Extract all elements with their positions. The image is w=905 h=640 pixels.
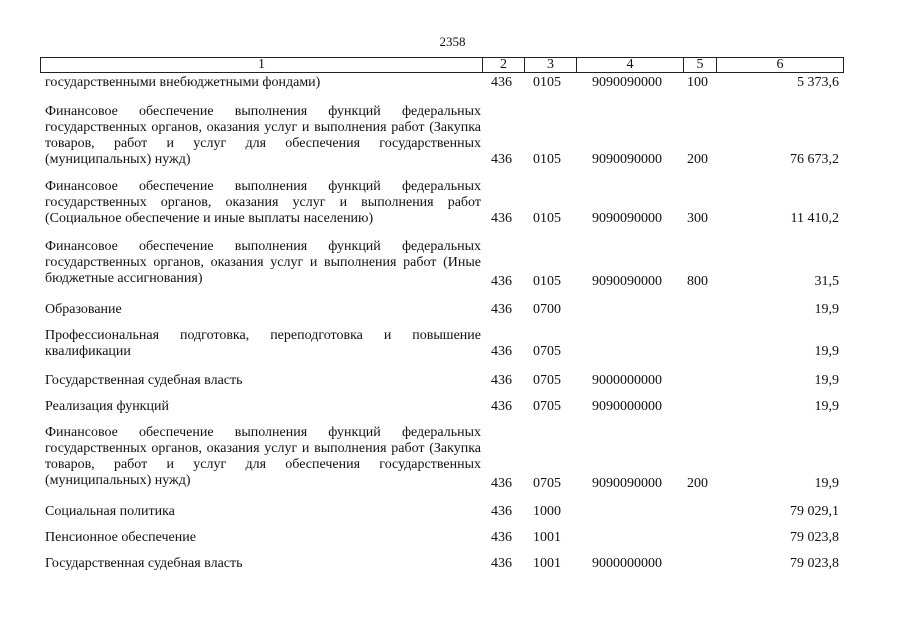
- page-number: 2358: [439, 34, 466, 49]
- row-amount: 19,9: [814, 344, 839, 359]
- table-row: [0, 399, 905, 415]
- row-ministry-code: 436: [491, 504, 512, 519]
- row-section-code: 0105: [533, 274, 561, 289]
- row-expense-type: 800: [687, 274, 708, 289]
- table-row: [0, 530, 905, 546]
- row-amount: 79 023,8: [790, 556, 839, 571]
- table-row: [0, 373, 905, 389]
- row-amount: 19,9: [814, 302, 839, 317]
- row-description: Государственная судебная власть: [45, 373, 243, 388]
- row-amount: 19,9: [814, 476, 839, 491]
- row-amount: 5 373,6: [797, 75, 839, 90]
- column-header-1: 1: [41, 58, 483, 73]
- row-description: Финансовое обеспечение выполнения функций федеральных государственных органов, оказания услуг и выполнения работ (Социальное обеспечение и иные выплаты населению): [45, 179, 481, 226]
- table-row: [0, 239, 905, 287]
- row-description: Образование: [45, 302, 122, 317]
- row-section-code: 0105: [533, 152, 561, 167]
- row-ministry-code: 436: [491, 75, 512, 90]
- column-header-6: 6: [717, 58, 844, 73]
- row-section-code: 0700: [533, 302, 561, 317]
- row-section-code: 1001: [533, 556, 561, 571]
- row-ministry-code: 436: [491, 399, 512, 414]
- column-header-4: 4: [577, 58, 684, 73]
- row-description: Финансовое обеспечение выполнения функций федеральных государственных органов, оказания услуг и выполнения работ (Закупка товаров, работ и услуг для обеспечения государственных (муниципальных) нужд): [45, 104, 481, 167]
- row-expense-type: 200: [687, 152, 708, 167]
- row-target-article: 9090000000: [592, 399, 662, 414]
- row-amount: 79 029,1: [790, 504, 839, 519]
- row-target-article: 9090090000: [592, 75, 662, 90]
- row-section-code: 0105: [533, 75, 561, 90]
- row-description: Социальная политика: [45, 504, 175, 519]
- row-ministry-code: 436: [491, 530, 512, 545]
- row-description: государственными внебюджетными фондами): [45, 75, 321, 90]
- row-ministry-code: 436: [491, 211, 512, 226]
- row-target-article: 9090090000: [592, 274, 662, 289]
- row-amount: 76 673,2: [790, 152, 839, 167]
- row-amount: 19,9: [814, 399, 839, 414]
- row-description: Профессиональная подготовка, переподготовка и повышение квалификации: [45, 328, 481, 359]
- row-ministry-code: 436: [491, 373, 512, 388]
- table-row: [0, 179, 905, 227]
- row-description: Пенсионное обеспечение: [45, 530, 196, 545]
- row-description: Реализация функций: [45, 399, 169, 414]
- row-ministry-code: 436: [491, 476, 512, 491]
- column-header-5: 5: [684, 58, 717, 73]
- row-amount: 19,9: [814, 373, 839, 388]
- row-target-article: 9000000000: [592, 556, 662, 571]
- row-ministry-code: 436: [491, 344, 512, 359]
- column-header-3: 3: [525, 58, 577, 73]
- row-section-code: 1000: [533, 504, 561, 519]
- column-header-2: 2: [483, 58, 525, 73]
- row-target-article: 9090090000: [592, 211, 662, 226]
- row-target-article: 9000000000: [592, 373, 662, 388]
- row-description: Финансовое обеспечение выполнения функций федеральных государственных органов, оказания услуг и выполнения работ (Закупка товаров, работ и услуг для обеспечения государственных (муниципальных) нужд): [45, 425, 481, 488]
- row-amount: 11 410,2: [790, 211, 839, 226]
- row-section-code: 0105: [533, 211, 561, 226]
- table-row: [0, 75, 905, 91]
- row-ministry-code: 436: [491, 152, 512, 167]
- table-row: [0, 328, 905, 360]
- row-ministry-code: 436: [491, 274, 512, 289]
- row-target-article: 9090090000: [592, 152, 662, 167]
- table-row: [0, 425, 905, 489]
- row-section-code: 0705: [533, 373, 561, 388]
- table-row: [0, 556, 905, 572]
- table-row: [0, 302, 905, 318]
- row-expense-type: 200: [687, 476, 708, 491]
- row-ministry-code: 436: [491, 556, 512, 571]
- row-section-code: 0705: [533, 344, 561, 359]
- row-expense-type: 100: [687, 75, 708, 90]
- row-ministry-code: 436: [491, 302, 512, 317]
- column-header-row: [40, 57, 844, 73]
- row-description: Государственная судебная власть: [45, 556, 243, 571]
- table-row: [0, 504, 905, 520]
- row-amount: 31,5: [814, 274, 839, 289]
- row-section-code: 0705: [533, 476, 561, 491]
- row-target-article: 9090090000: [592, 476, 662, 491]
- table-row: [0, 104, 905, 168]
- row-description: Финансовое обеспечение выполнения функций федеральных государственных органов, оказания услуг и выполнения работ (Иные бюджетные ассигнования): [45, 239, 481, 286]
- row-section-code: 0705: [533, 399, 561, 414]
- row-section-code: 1001: [533, 530, 561, 545]
- row-amount: 79 023,8: [790, 530, 839, 545]
- row-expense-type: 300: [687, 211, 708, 226]
